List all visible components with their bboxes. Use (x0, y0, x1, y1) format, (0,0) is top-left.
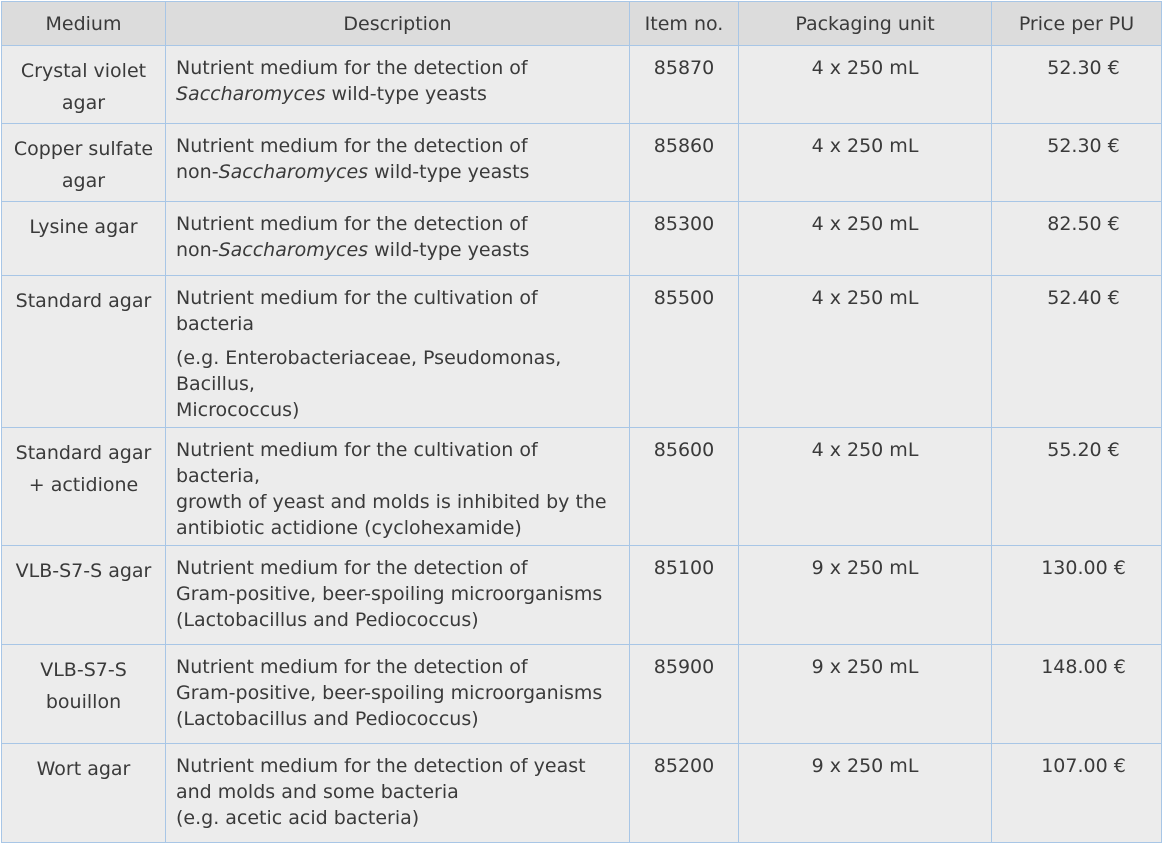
price-cell: 82.50 € (992, 202, 1162, 276)
description-line: Micrococcus) (176, 399, 300, 421)
packaging-unit-cell: 9 x 250 mL (739, 744, 992, 843)
medium-cell (2, 276, 166, 428)
item-number-cell: 85200 (630, 744, 739, 843)
description-line: growth of yeast and molds is inhibited by the (176, 491, 607, 513)
description-line: antibiotic actidione (cyclohexamide) (176, 517, 522, 539)
column-header-item-no: Item no. (630, 2, 739, 46)
medium-cell (2, 46, 166, 124)
species-name: Saccharomyces (218, 239, 369, 261)
description-line (176, 237, 621, 263)
medium-cell (2, 124, 166, 202)
description-line: (e.g. Enterobacteriaceae, Pseudomonas, Bacillus, (176, 347, 562, 395)
medium-name-line: VLB-S7-S (40, 659, 127, 681)
description-cell (166, 202, 630, 276)
table-row (2, 202, 1162, 276)
table-row (2, 124, 1162, 202)
description-line: Nutrient medium for the detection of (176, 656, 528, 678)
culture-media-table (1, 1, 1162, 843)
description-suffix: wild-type yeasts (368, 161, 530, 183)
species-name: Saccharomyces (176, 83, 326, 105)
description-line: Nutrient medium for the cultivation of bacteria, (176, 439, 538, 487)
medium-name-line: VLB-S7-S agar (15, 560, 152, 582)
description-cell (166, 124, 630, 202)
medium-name-line: Crystal violet (20, 60, 147, 82)
item-number-cell: 85300 (630, 202, 739, 276)
medium-name-line: Standard agar (15, 290, 152, 312)
medium-cell (2, 744, 166, 843)
species-name: Saccharomyces (218, 161, 369, 183)
packaging-unit-cell: 4 x 250 mL (739, 202, 992, 276)
description-prefix: non- (176, 161, 219, 183)
table-row (2, 276, 1162, 428)
table-row (2, 46, 1162, 124)
description-cell (166, 645, 630, 744)
item-number-cell: 85500 (630, 276, 739, 428)
medium-name-line: Wort agar (36, 758, 131, 780)
description-line (176, 81, 621, 107)
medium-name-line: agar (61, 92, 106, 114)
price-cell: 52.30 € (992, 46, 1162, 124)
description-suffix: wild-type yeasts (325, 83, 487, 105)
item-number-cell: 85100 (630, 546, 739, 645)
item-number-cell: 85860 (630, 124, 739, 202)
table-row (2, 744, 1162, 843)
item-number-cell: 85600 (630, 428, 739, 546)
column-header-description: Description (166, 2, 630, 46)
medium-name-line: + actidione (28, 474, 139, 496)
description-suffix: wild-type yeasts (368, 239, 530, 261)
description-line: Gram-positive, beer-spoiling microorganisms (176, 583, 603, 605)
description-cell (166, 276, 630, 428)
description-line (176, 159, 621, 185)
medium-cell (2, 546, 166, 645)
price-cell: 52.30 € (992, 124, 1162, 202)
description-line: (Lactobacillus and Pediococcus) (176, 708, 479, 730)
description-cell (166, 744, 630, 843)
packaging-unit-cell: 9 x 250 mL (739, 645, 992, 744)
description-line: Gram-positive, beer-spoiling microorganisms (176, 682, 603, 704)
description-cell (166, 428, 630, 546)
packaging-unit-cell: 4 x 250 mL (739, 276, 992, 428)
description-line: Nutrient medium for the detection of (176, 213, 528, 235)
price-cell: 52.40 € (992, 276, 1162, 428)
table-row (2, 546, 1162, 645)
column-header-packaging-unit: Packaging unit (739, 2, 992, 46)
description-prefix: non- (176, 239, 219, 261)
column-header-medium: Medium (2, 2, 166, 46)
price-cell: 55.20 € (992, 428, 1162, 546)
medium-name-line: agar (61, 170, 106, 192)
price-cell: 107.00 € (992, 744, 1162, 843)
description-cell (166, 546, 630, 645)
item-number-cell: 85870 (630, 46, 739, 124)
medium-name-line: Lysine agar (29, 216, 138, 238)
header-row (2, 2, 1162, 46)
item-number-cell: 85900 (630, 645, 739, 744)
description-cell (166, 46, 630, 124)
description-line: Nutrient medium for the detection of (176, 57, 528, 79)
medium-cell (2, 202, 166, 276)
description-line: Nutrient medium for the detection of (176, 557, 528, 579)
medium-cell (2, 645, 166, 744)
column-header-price: Price per PU (992, 2, 1162, 46)
description-line: Nutrient medium for the cultivation of bacteria (176, 287, 538, 335)
price-cell: 148.00 € (992, 645, 1162, 744)
packaging-unit-cell: 9 x 250 mL (739, 546, 992, 645)
packaging-unit-cell: 4 x 250 mL (739, 428, 992, 546)
packaging-unit-cell: 4 x 250 mL (739, 46, 992, 124)
medium-cell (2, 428, 166, 546)
description-line: (e.g. acetic acid bacteria) (176, 807, 420, 829)
medium-name-line: Standard agar (15, 442, 152, 464)
description-line: Nutrient medium for the detection of yeast (176, 755, 586, 777)
packaging-unit-cell: 4 x 250 mL (739, 124, 992, 202)
table-row (2, 645, 1162, 744)
price-cell: 130.00 € (992, 546, 1162, 645)
table-row (2, 428, 1162, 546)
description-line: and molds and some bacteria (176, 781, 459, 803)
medium-name-line: bouillon (45, 691, 122, 713)
medium-name-line: Copper sulfate (13, 138, 154, 160)
description-line: Nutrient medium for the detection of (176, 135, 528, 157)
description-line: (Lactobacillus and Pediococcus) (176, 609, 479, 631)
